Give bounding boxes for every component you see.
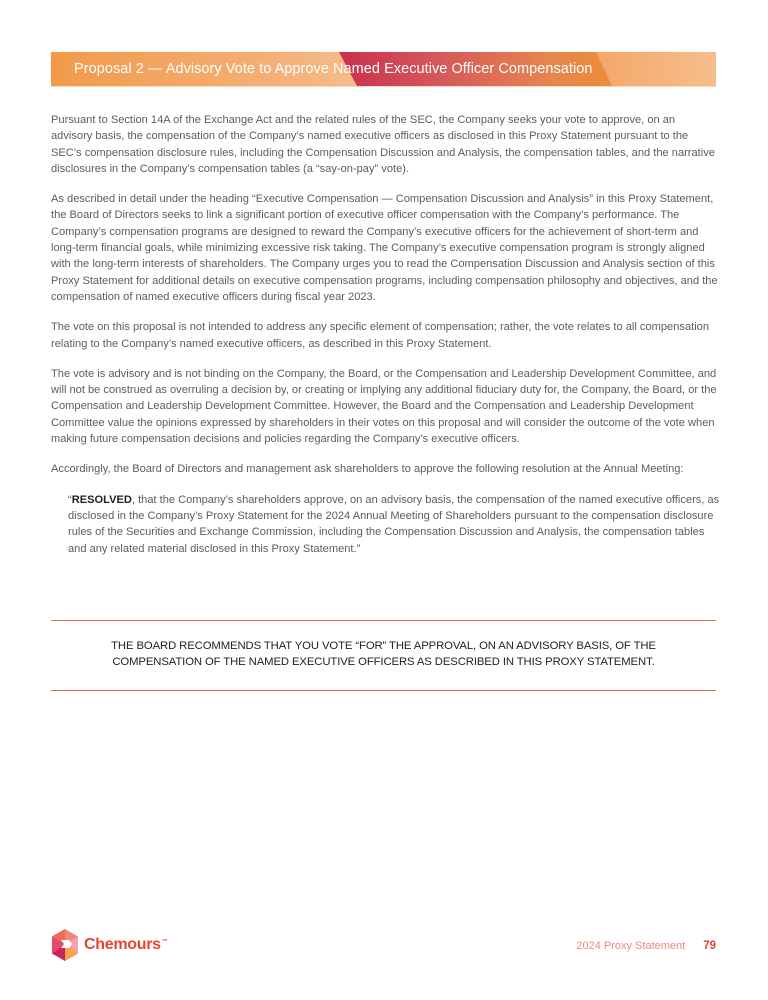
resolution-open-quote: “ [68,493,72,506]
recommendation-line-1: THE BOARD RECOMMENDS THAT YOU VOTE “FOR” THE APPROVAL, ON AN ADVISORY BASIS, OF THE [111,640,656,652]
board-recommendation [51,638,716,670]
recommendation-top-rule [51,620,716,621]
paragraph-compensation-philosophy: As described in detail under the heading “Executive Compensation — Compensation Discussion and Analysis” in this Proxy Statement, the Board of Directors seeks to link a significant portion of executive officer compensation with the Company’s performance. The Company’s compensation programs are designed to reward the Company’s executive officers for the achievement of short-term and long-term financial goals, while minimizing excessive risk taking. The Company’s executive compensation program is strongly aligned with the long-term interests of shareholders. The Company urges you to read the Compensation Discussion and Analysis section of this Proxy Statement for additional details on executive compensation programs, including compensation philosophy and objectives, and the compensation of named executive officers during fiscal year 2023. [51,193,718,303]
paragraph-say-on-pay: Pursuant to Section 14A of the Exchange Act and the related rules of the SEC, the Company seeks your vote to approve, on an advisory basis, the compensation of the Company’s named executive officers as disclosed in this Proxy Statement pursuant to the SEC’s compensation disclosure rules, including the Compensation Discussion and Analysis, the compensation tables, and the narrative disclosures in the Company’s compensation tables (a “say-on-pay” vote). [51,114,715,175]
paragraph-resolution-intro: Accordingly, the Board of Directors and management ask shareholders to approve the following resolution at the Annual Meeting: [51,463,684,476]
body-content [51,112,719,571]
document-name: 2024 Proxy Statement [576,940,686,952]
banner-gradient-right [596,52,716,86]
page-footer [576,940,716,952]
paragraph-vote-scope: The vote on this proposal is not intended to address any specific element of compensation; rather, the vote relates to all compensation relating to the Company’s named executive officers, as described in this Proxy Statement. [51,321,709,350]
recommendation-bottom-rule [51,690,716,691]
section-header-banner [51,52,716,86]
company-logo [50,928,167,962]
trademark-symbol: ™ [161,938,168,945]
section-title: Proposal 2 — Advisory Vote to Approve Named Executive Officer Compensation [74,61,593,77]
page-number: 79 [703,940,716,952]
resolution-text [68,492,722,557]
paragraph-advisory-nature: The vote is advisory and is not binding on the Company, the Board, or the Compensation and Leadership Development Committee, and will not be construed as overruling a decision by, or creating or implying any additional fiduciary duty for, the Company, the Board, or the Compensation and Leadership Development Committee. However, the Board and the Compensation and Leadership Development Committee value the opinions expressed by shareholders in their votes on this proposal and will consider the outcome of the vote when making future compensation decisions and policies regarding the Company’s executive officers. [51,367,717,446]
resolution-keyword: RESOLVED [71,493,132,506]
chemours-hexagon-icon [50,928,80,962]
resolution-body: , that the Company’s shareholders approve, on an advisory basis, the compensation of the named executive officers, as disclosed in the Company’s Proxy Statement for the 2024 Annual Meeting of Shareholders pursuant to the compensation disclosure rules of the Securities and Exchange Commission, including the Compensation Discussion and Analysis, the compensation tables and any related material disclosed in this Proxy Statement.” [68,493,720,555]
recommendation-line-2: COMPENSATION OF THE NAMED EXECUTIVE OFFICERS AS DESCRIBED IN THIS PROXY STATEMENT. [112,656,655,668]
logo-wordmark: Chemours™ [84,936,168,953]
